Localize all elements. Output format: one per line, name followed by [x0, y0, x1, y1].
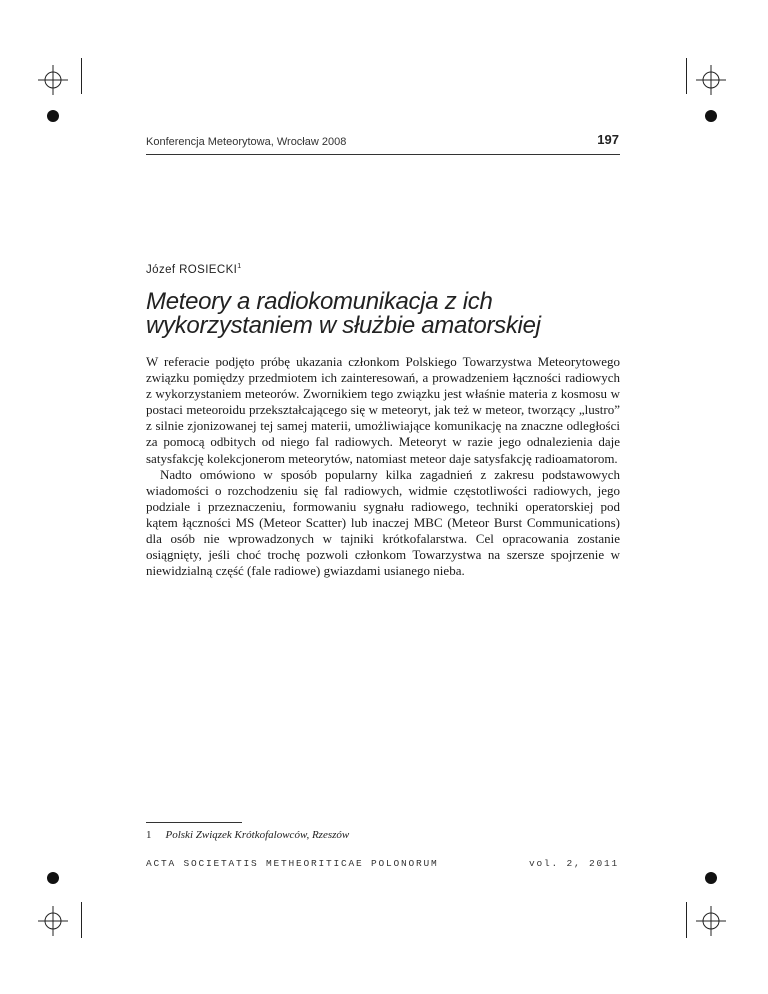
article-title: Meteory a radiokomunikacja z ich wykorzystaniem w służbie amatorskiej [146, 288, 541, 339]
running-header-conference: Konferencja Meteorytowa, Wrocław 2008 [146, 136, 347, 148]
running-footer-journal: ACTA SOCIETATIS METHEORITICAE POLONORUM [146, 858, 439, 869]
author-line [146, 263, 242, 276]
abstract-paragraph-2: Nadto omówiono w sposób popularny kilka zagadnień z zakresu podstawowych wiadomości o rozchodzeniu się fal radiowych, widmie częstotliwości radiowych, jego podziale i przeznaczeniu, formowaniu sygnału radiowego, techniki operatorskiej pod kątem łączności MS (Meteor Scatter) lub inaczej MBC (Meteor Burst Communications) dla osób nie wprowadzonych w tajniki krótkofalarstwa. Cel opracowania zostanie osiągnięty, jeśli choć trochę pozwoli członkom Towarzystwa na szersze spojrzenie w niewidzialną część (fale radiowe) gwiazdami usianego nieba. [146, 466, 620, 579]
registration-dot-icon [47, 110, 59, 122]
crop-mark-top-right-vertical [686, 58, 687, 94]
page-number: 197 [597, 132, 619, 147]
registration-mark-icon [694, 904, 728, 938]
footnote-text: Polski Związek Krótkofalowców, Rzeszów [165, 829, 350, 841]
registration-mark-icon [36, 63, 70, 97]
registration-dot-icon [47, 872, 59, 884]
crop-mark-top-left-vertical [81, 58, 82, 94]
author-name: Józef ROSIECKI [146, 263, 238, 276]
footnote-divider [146, 822, 242, 823]
running-footer-volume: vol. 2, 2011 [528, 858, 619, 869]
registration-dot-icon [705, 872, 717, 884]
registration-mark-icon [36, 904, 70, 938]
registration-mark-icon [694, 63, 728, 97]
crop-mark-bottom-left-vertical [81, 902, 82, 938]
footnote-number: 1 [146, 829, 152, 841]
abstract [146, 354, 620, 579]
author-footnote-mark: 1 [237, 263, 242, 270]
registration-dot-icon [705, 110, 717, 122]
abstract-paragraph-1: W referacie podjęto próbę ukazania członkom Polskiego Towarzystwa Meteorytowego związku pomiędzy przedmiotem ich zainteresowań, a prowadzeniem łączności radiowych z wykorzystaniem meteorów. Zwornikiem tego związku jest właśnie materia z kosmosu w postaci meteoroidu przekształcającego się w meteoryt, jak też w meteor, tworzący „lustro” z silnie zjonizowanej tej samej materii, umożliwiające komunikację na znaczne odległości za pomocą odbitych od niego fal radiowych. Meteoryt w razie jego odnalezienia daje satysfakcję kolekcjonerom meteorytów, natomiast meteor daje satysfakcję radioamatorom. [146, 354, 620, 466]
crop-mark-bottom-right-vertical [686, 902, 687, 938]
header-divider [146, 154, 620, 155]
footnote [146, 829, 349, 841]
